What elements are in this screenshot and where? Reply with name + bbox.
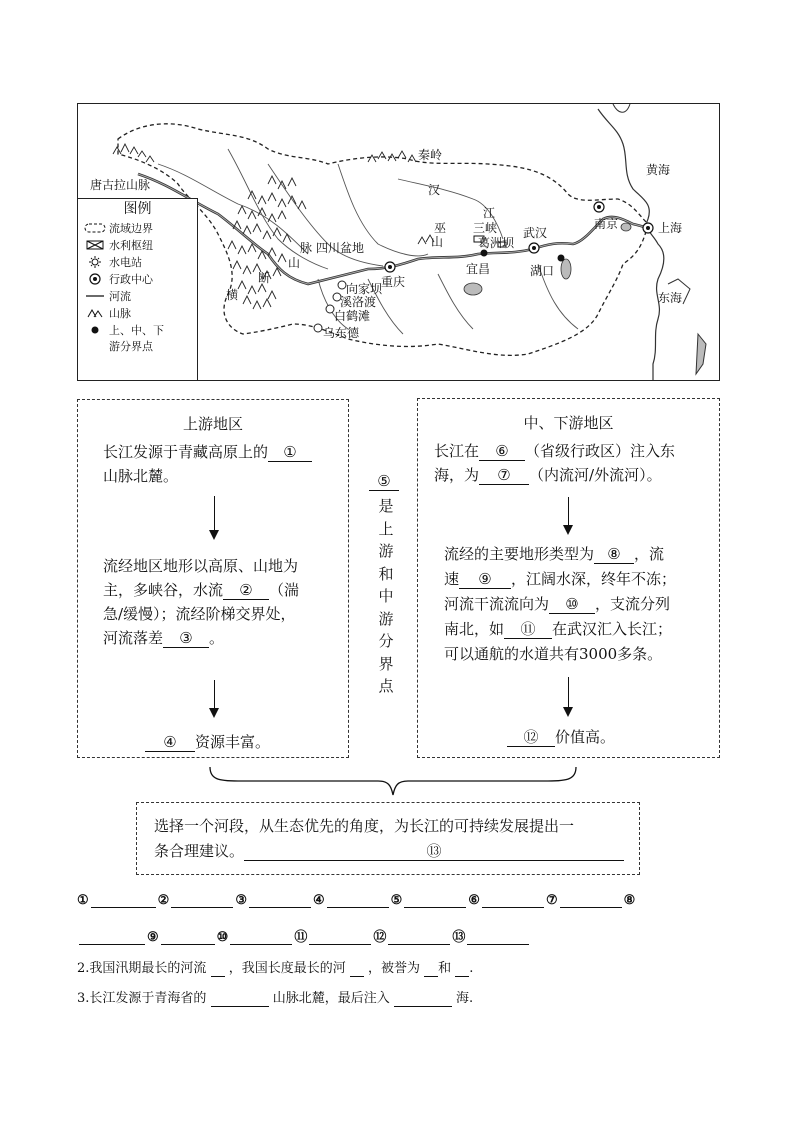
lower-paragraph-1: 长江在 ⑥ （省级行政区）注入东 海，为 ⑦ （内流河/外流河）。 (434, 442, 676, 484)
answer-line[interactable] (249, 893, 311, 908)
answer-line[interactable] (388, 930, 450, 945)
blank-8[interactable]: ⑧ (594, 545, 634, 564)
answer-row-2 (77, 926, 531, 945)
label-xiluodu: 溪洛渡 (340, 295, 377, 309)
q2-blank-1[interactable] (211, 961, 225, 977)
poyang-lake (561, 259, 571, 279)
upper-reaches-box (77, 399, 349, 758)
answer-line[interactable] (560, 893, 622, 908)
answer-row-1 (77, 893, 635, 908)
label-xiangjiaba: 向家坝 (346, 282, 383, 296)
answer-label: ⑫ (373, 930, 387, 945)
blank-2[interactable]: ② (223, 581, 269, 600)
upper-paragraph-1: 长江发源于青藏高原上的 ① 山脉北麓。 (103, 440, 338, 488)
blank-10[interactable]: ⑩ (549, 595, 595, 614)
label-gezhouba: 葛洲坝 (478, 236, 515, 250)
answer-line[interactable] (467, 930, 529, 945)
label-wudongde: 乌东德 (323, 326, 360, 340)
answer-label: ⑤ (390, 893, 403, 908)
boundary-legend-icon (84, 223, 106, 233)
label-jiang: 江 (483, 206, 496, 220)
q2-blank-4[interactable] (455, 961, 469, 977)
label-tanggula: 唐古拉山脉 (90, 178, 151, 192)
blank-5[interactable]: ⑤ (369, 472, 399, 491)
suggestion-box (136, 802, 640, 875)
dongting-lake (464, 283, 482, 295)
arrow-down-icon (563, 525, 573, 535)
river-legend-icon (84, 291, 106, 301)
coastline (598, 109, 664, 381)
answer-line[interactable] (404, 893, 466, 908)
answer-label: ③ (235, 893, 247, 908)
upper-arrow-1 (214, 496, 215, 531)
legend-item: 行政中心 (78, 270, 197, 287)
upper-title: 上游地区 (182, 415, 243, 433)
label-sanxia: 三峡 (473, 221, 498, 235)
blank-7[interactable]: ⑦ (479, 466, 529, 485)
answer-line[interactable] (230, 930, 292, 945)
answer-label: ⑪ (294, 930, 308, 945)
dam-legend-icon (84, 240, 106, 250)
hukou-boundary-point (558, 255, 565, 262)
legend-item: 山脉 (78, 304, 197, 321)
label-chongqing: 重庆 (381, 275, 406, 289)
legend-item: 流域边界 (78, 219, 197, 236)
label-baihetan: 白鹤滩 (334, 309, 371, 323)
label-hukou: 湖口 (530, 264, 555, 278)
label-nanjing: 南京 (594, 217, 619, 231)
label-mai: 脉 (300, 241, 313, 255)
yangtze-basin-map (77, 103, 720, 381)
answer-label: ① (77, 893, 89, 908)
blank-6[interactable]: ⑥ (479, 442, 525, 461)
label-shan2: 山 (288, 256, 301, 270)
boundary-point-column: ⑤ 是 上 游 和 中 游 分 界 点 (369, 472, 403, 698)
label-sichuan-basin: 四川盆地 (316, 241, 365, 255)
arrow-down-icon (563, 707, 573, 717)
legend-title: 图例 (123, 201, 152, 217)
lower-paragraph-2: 流经的主要地形类型为 ⑧ ，流 速 ⑨ ，江阔水深，终年不冻； 河流干流流向为 ⑩ ，支流分列 南北，如 ⑪ 在武汉汇入长江； 可以通航的水道共有3000多条。 (444, 545, 677, 663)
admin-center-legend-icon (84, 273, 106, 285)
label-wuhan: 武汉 (523, 226, 548, 240)
label-shan: 山 (431, 235, 444, 249)
arrow-down-icon (209, 530, 219, 540)
answer-line[interactable] (171, 893, 233, 908)
q3-blank-2[interactable] (394, 991, 452, 1007)
lower-title: 中、下游地区 (523, 414, 614, 432)
legend-item: 上、中、下 (78, 321, 197, 338)
q2-blank-2[interactable] (350, 961, 364, 977)
answer-label: ④ (312, 893, 325, 908)
answer-label: ⑥ (468, 893, 480, 908)
blank-9[interactable]: ⑨ (459, 570, 511, 589)
answer-line[interactable] (327, 893, 389, 908)
arrow-down-icon (209, 708, 219, 718)
suggestion-text: 选择一个河段，从生态优先的角度，为长江的可持续发展提出一 条合理建议。 ⑬ (154, 814, 634, 864)
question-3: 3.长江发源于青海省的 山脉北麓，最后注入 海. (77, 991, 474, 1006)
answer-label: ⑩ (216, 930, 229, 945)
q3-blank-1[interactable] (211, 991, 269, 1007)
legend-item: 水利枢纽 (78, 236, 197, 253)
middle-lower-reaches-box (417, 398, 720, 758)
label-yichang: 宜昌 (466, 262, 491, 276)
mountain-legend-icon (84, 308, 106, 318)
answer-label: ⑬ (452, 930, 466, 945)
answer-line[interactable] (161, 930, 215, 945)
answer-line[interactable] (79, 930, 145, 945)
legend-item: 水电站 (78, 253, 197, 270)
blank-3[interactable]: ③ (163, 629, 209, 648)
blank-12[interactable]: ⑫ (507, 728, 555, 747)
lower-paragraph-3: ⑫ 价值高。 (507, 725, 615, 749)
label-heng: 横 (226, 288, 239, 302)
map-legend (78, 198, 198, 381)
tai-lake (621, 223, 631, 231)
blank-13[interactable]: ⑬ (244, 842, 624, 861)
upper-arrow-2 (214, 680, 215, 710)
question-2: 2.我国汛期最长的河流 ，我国长度最长的河 ，被誉为 和 . (77, 961, 474, 976)
yichang-boundary-point (481, 250, 488, 257)
legend-item: 河流 (78, 287, 197, 304)
lower-arrow-2 (568, 677, 569, 709)
legend-item-continued: 游分界点 (109, 340, 153, 353)
upper-paragraph-3: ④ 资源丰富。 (145, 730, 270, 754)
boundary-point-legend-icon (84, 325, 106, 335)
upper-paragraph-2: 流经地区地形以高原、山地为 主，多峡谷，水流 ② （湍 急/缓慢）；流经阶梯交界处， 河流落差 ③ 。 (103, 557, 300, 647)
answer-label: ⑦ (545, 893, 558, 908)
blank-4[interactable]: ④ (145, 733, 195, 752)
label-qinling: 秦岭 (418, 148, 443, 162)
answer-line[interactable] (309, 930, 371, 945)
label-shanghai: 上海 (658, 221, 683, 235)
cities (385, 202, 653, 272)
answer-label: ⑨ (147, 930, 159, 945)
answer-line[interactable] (91, 893, 156, 908)
answer-label: ② (157, 893, 170, 908)
label-wu: 巫 (434, 221, 447, 235)
answer-label: ⑧ (623, 893, 636, 908)
hydro-station-legend-icon (84, 256, 106, 268)
q2-blank-3[interactable] (424, 961, 438, 977)
label-duan: 断 (258, 271, 271, 285)
answer-line[interactable] (482, 893, 544, 908)
label-han: 汉 (428, 183, 441, 197)
label-huanghai: 黄海 (646, 163, 671, 177)
brace-icon (208, 765, 578, 797)
blank-11[interactable]: ⑪ (504, 620, 552, 639)
blank-1[interactable]: ① (268, 443, 312, 462)
lower-arrow-1 (568, 497, 569, 527)
label-donghai: 东海 (658, 291, 683, 305)
